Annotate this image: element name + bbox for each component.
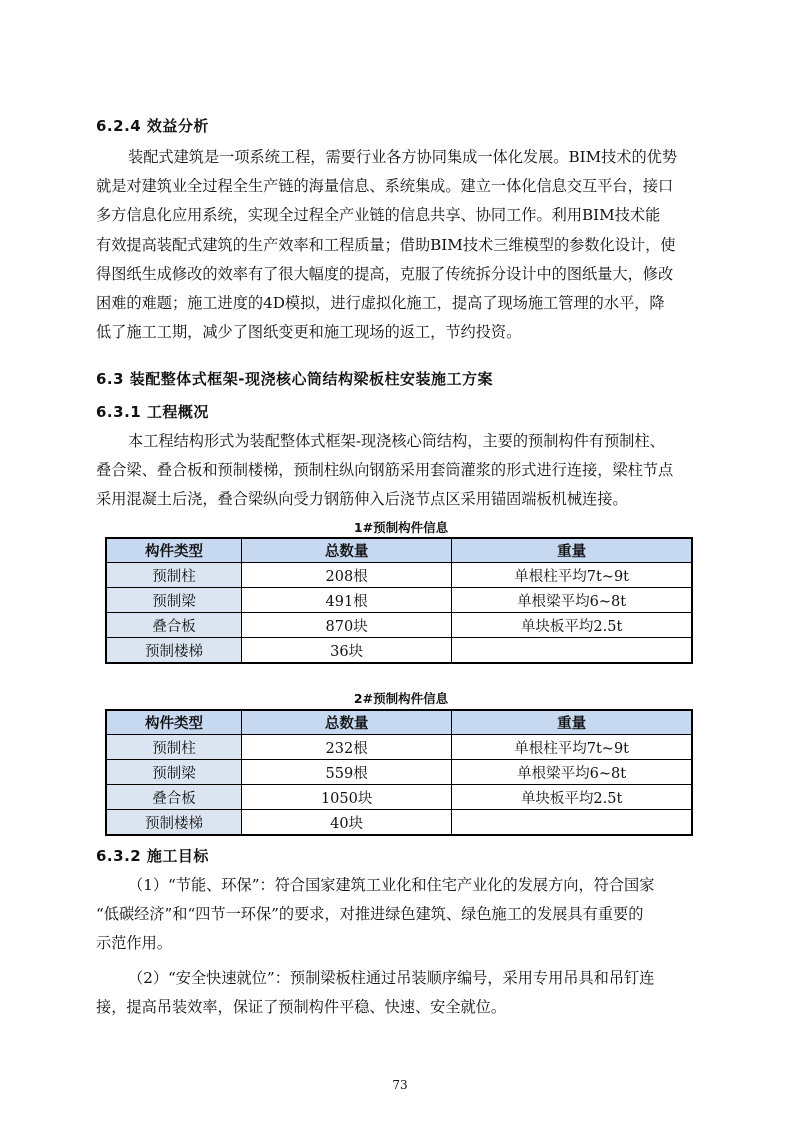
cell-quantity: 232根 bbox=[242, 735, 452, 760]
cell-weight: 单根柱平均7t~9t bbox=[452, 563, 692, 588]
header-component-type: 构件类型 bbox=[106, 538, 242, 563]
header-weight: 重量 bbox=[452, 710, 692, 735]
cell-quantity: 559根 bbox=[242, 760, 452, 785]
component-table-2 bbox=[105, 709, 693, 836]
cell-weight: 单根梁平均6~8t bbox=[452, 760, 692, 785]
component-table-1 bbox=[105, 537, 693, 664]
text-line: 低了施工工期，减少了图纸变更和施工现场的返工，节约投资。 bbox=[96, 323, 522, 342]
text-line: 叠合梁、叠合板和预制楼梯，预制柱纵向钢筋采用套筒灌浆的形式进行连接，梁柱节点 bbox=[96, 461, 674, 480]
table-row bbox=[106, 588, 692, 613]
cell-quantity: 870块 bbox=[242, 613, 452, 638]
section-heading-6-3-2: 6.3.2 施工目标 bbox=[96, 847, 209, 865]
cell-component-type: 预制柱 bbox=[106, 563, 242, 588]
paragraph-benefit-analysis bbox=[96, 143, 706, 347]
text-line: 困难的难题；施工进度的4D模拟，进行虚拟化施工，提高了现场施工管理的水平，降 bbox=[96, 294, 665, 313]
table-row bbox=[106, 760, 692, 785]
table-row bbox=[106, 638, 692, 664]
paragraph-goal-2 bbox=[96, 964, 706, 1022]
header-total-quantity: 总数量 bbox=[242, 538, 452, 563]
text-line: 得图纸生成修改的效率有了很大幅度的提高，克服了传统拆分设计中的图纸量大，修改 bbox=[96, 264, 674, 283]
cell-weight: 单根梁平均6~8t bbox=[452, 588, 692, 613]
text-line: “低碳经济”和“四节一环保”的要求，对推进绿色建筑、绿色施工的发展具有重要的 bbox=[96, 905, 644, 924]
text-line: 就是对建筑业全过程全生产链的海量信息、系统集成。建立一体化信息交互平台，接口 bbox=[96, 177, 674, 196]
table-row bbox=[106, 735, 692, 760]
header-weight: 重量 bbox=[452, 538, 692, 563]
text-line: 示范作用。 bbox=[96, 934, 172, 953]
cell-component-type: 预制柱 bbox=[106, 735, 242, 760]
text-line: 采用混凝土后浇，叠合梁纵向受力钢筋伸入后浇节点区采用锚固端板机械连接。 bbox=[96, 490, 628, 509]
table-row bbox=[106, 613, 692, 638]
cell-component-type: 预制楼梯 bbox=[106, 638, 242, 664]
text-line: （2）“安全快速就位”：预制梁板柱通过吊装顺序编号，采用专用吊具和吊钉连 bbox=[128, 969, 655, 987]
section-heading-6-2-4: 6.2.4 效益分析 bbox=[96, 117, 209, 135]
cell-quantity: 1050块 bbox=[242, 785, 452, 810]
table-row bbox=[106, 785, 692, 810]
text-line: 本工程结构形式为装配整体式框架-现浇核心筒结构，主要的预制构件有预制柱、 bbox=[128, 432, 665, 450]
cell-weight bbox=[452, 638, 692, 664]
header-component-type: 构件类型 bbox=[106, 710, 242, 735]
paragraph-project-overview bbox=[96, 427, 706, 515]
cell-component-type: 预制梁 bbox=[106, 760, 242, 785]
section-heading-6-3: 6.3 装配整体式框架-现浇核心筒结构梁板柱安装施工方案 bbox=[96, 370, 494, 388]
cell-weight bbox=[452, 810, 692, 836]
cell-component-type: 叠合板 bbox=[106, 785, 242, 810]
cell-component-type: 预制梁 bbox=[106, 588, 242, 613]
paragraph-goal-1 bbox=[96, 871, 706, 959]
text-line: 接，提高吊装效率，保证了预制构件平稳、快速、安全就位。 bbox=[96, 998, 507, 1017]
table-header-row bbox=[106, 710, 692, 735]
text-line: 装配式建筑是一项系统工程，需要行业各方协同集成一体化发展。BIM技术的优势 bbox=[128, 148, 678, 166]
table-row bbox=[106, 810, 692, 836]
text-line: 多方信息化应用系统，实现全过程全产业链的信息共享、协同工作。利用BIM技术能 bbox=[96, 206, 661, 225]
table-caption-2: 2#预制构件信息 bbox=[353, 691, 449, 706]
text-line: （1）“节能、环保”：符合国家建筑工业化和住宅产业化的发展方向，符合国家 bbox=[128, 876, 655, 894]
section-heading-6-3-1: 6.3.1 工程概况 bbox=[96, 403, 209, 421]
cell-weight: 单块板平均2.5t bbox=[452, 785, 692, 810]
table-header-row bbox=[106, 538, 692, 563]
cell-quantity: 208根 bbox=[242, 563, 452, 588]
page-number: 73 bbox=[392, 1078, 408, 1092]
cell-component-type: 叠合板 bbox=[106, 613, 242, 638]
header-total-quantity: 总数量 bbox=[242, 710, 452, 735]
table-row bbox=[106, 563, 692, 588]
cell-quantity: 36块 bbox=[242, 638, 452, 664]
cell-quantity: 491根 bbox=[242, 588, 452, 613]
table-caption-1: 1#预制构件信息 bbox=[353, 520, 449, 535]
text-line: 有效提高装配式建筑的生产效率和工程质量；借助BIM技术三维模型的参数化设计，使 bbox=[96, 235, 676, 254]
cell-quantity: 40块 bbox=[242, 810, 452, 836]
cell-component-type: 预制楼梯 bbox=[106, 810, 242, 836]
cell-weight: 单根柱平均7t~9t bbox=[452, 735, 692, 760]
cell-weight: 单块板平均2.5t bbox=[452, 613, 692, 638]
